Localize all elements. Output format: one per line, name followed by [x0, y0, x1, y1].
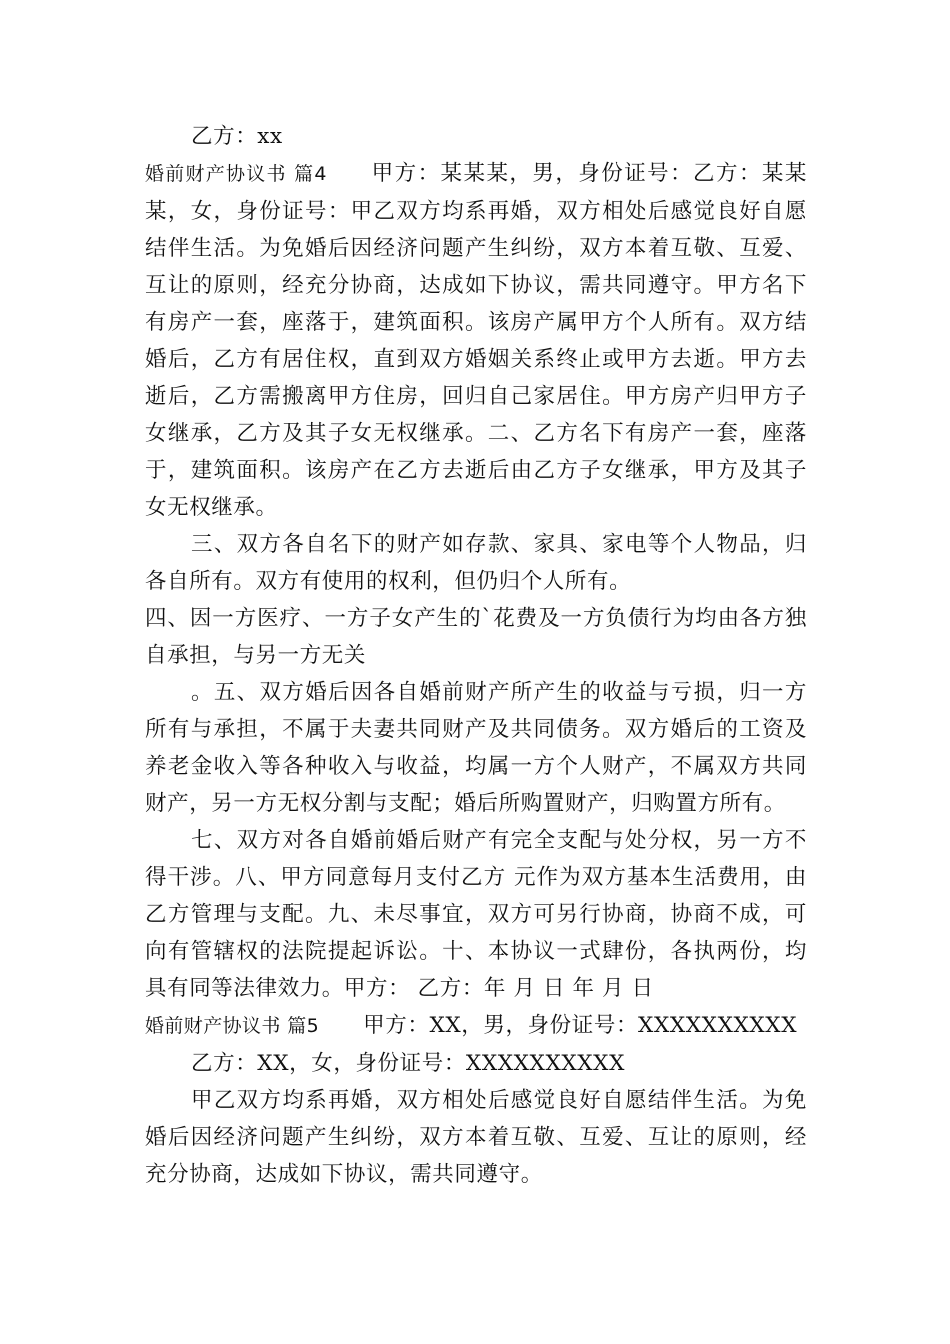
section-5-party-b: 乙方：XX，女，身份证号：XXXXXXXXXX: [191, 1051, 625, 1076]
document-page: [145, 118, 807, 1193]
section-4-heading: 婚前财产协议书 篇4: [145, 163, 327, 185]
section-4-paragraph: [145, 155, 807, 526]
section-5-intro: 甲乙双方均系再婚，双方相处后感觉良好自愿结伴生活。为免婚后因经济问题产生纠纷，双方本着互敬、互爱、互让的原则，经充分协商，达成如下协议，需共同遵守。: [145, 1088, 807, 1187]
section-5-heading-line: [145, 1007, 807, 1045]
party-b-line: 乙方：xx: [191, 124, 283, 149]
section-5-heading: 婚前财产协议书 篇5: [145, 1015, 320, 1037]
clause-4: 四、因一方医疗、一方子女产生的`花费及一方负债行为均由各方独自承担，与另一方无关: [145, 606, 807, 668]
clause-3: 三、双方各自名下的财产如存款、家具、家电等个人物品，归各自所有。双方有使用的权利，但仍归个人所有。: [145, 532, 807, 594]
clause-7: 七、双方对各自婚前婚后财产有完全支配与处分权，另一方不得干涉。八、甲方同意每月支付乙方 元作为双方基本生活费用，由乙方管理与支配。九、未尽事宜，双方可另行协商，协商不成，可向有管辖权的法院提起诉讼。十、本协议一式肆份，各执两份，均具有同等法律效力。甲方： 乙方：年 月 日 年 月 日: [145, 828, 807, 1001]
section-4-intro: 甲方：某某某，男，身份证号：乙方：某某某，女，身份证号：甲乙双方均系再婚，双方相处后感觉良好自愿结伴生活。为免婚后因经济问题产生纠纷，双方本着互敬、互爱、互让的原则，经充分协商，达成如下协议，需共同遵守。甲方名下有房产一套，座落于，建筑面积。该房产属甲方个人所有。双方结婚后，乙方有居住权，直到双方婚姻关系终止或甲方去逝。甲方去逝后，乙方需搬离甲方住房，回归自己家居住。甲方房产归甲方子女继承，乙方及其子女无权继承。二、乙方名下有房产一套，座落于，建筑面积。该房产在乙方去逝后由乙方子女继承，甲方及其子女无权继承。: [145, 161, 807, 520]
section-5-party-a: 甲方：XX，男，身份证号：XXXXXXXXXX: [363, 1013, 798, 1038]
clause-5: 。五、双方婚后因各自婚前财产所产生的收益与亏损，归一方所有与承担，不属于夫妻共同财产及共同债务。双方婚后的工资及养老金收入等各种收入与收益，均属一方个人财产，不属双方共同财产，另一方无权分割与支配；婚后所购置财产，归购置方所有。: [145, 680, 807, 816]
